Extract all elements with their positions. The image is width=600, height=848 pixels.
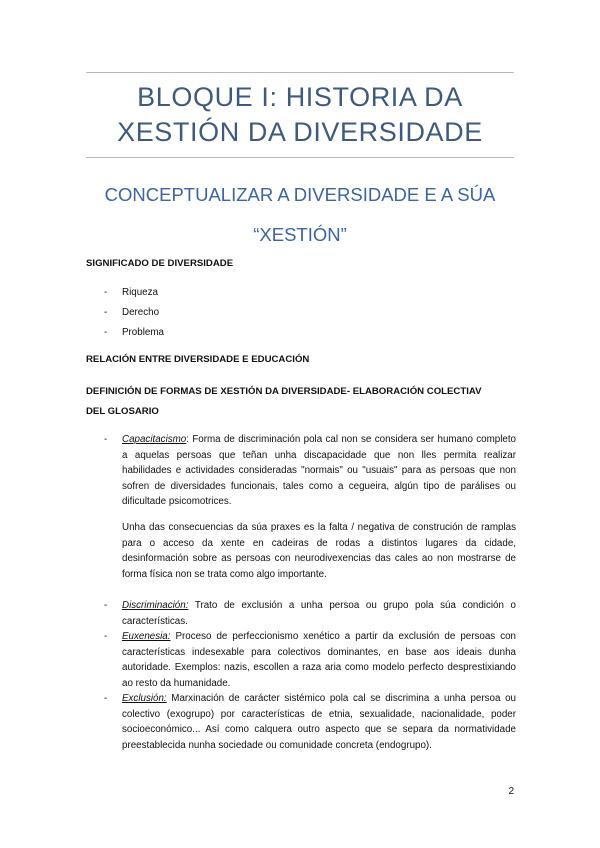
heading-definicion-line-2: DEL GLOSARIO	[86, 406, 159, 417]
bullet-dash: -	[104, 287, 108, 298]
term-separator: :	[186, 434, 189, 445]
subtitle-line-2: “XESTIÓN”	[253, 224, 347, 245]
list-item-label: Derecho	[122, 307, 160, 318]
title-bottom-rule	[86, 157, 514, 158]
glossary-definition: Marxinación de carácter sistémico pola cal se discrimina a unha persoa ou colectivo (exogrupo) por características de etnia, sexualidade, nacionalidade, poder socioeconómico... Así como calquera outro aspecto que se separa da normatividade preestablecida nunha sociedade ou comunidade concreta (endogrupo).	[122, 693, 516, 751]
glossary-entry-euxenesia	[104, 629, 516, 691]
top-rule	[86, 72, 514, 73]
heading-definicion	[86, 382, 516, 422]
glossary-term: Euxenesia:	[122, 631, 171, 642]
bullet-dash: -	[104, 327, 108, 338]
glossary-term: Capacitacismo	[122, 434, 187, 445]
glossary-definition: Proceso de perfeccionismo xenético a partir da exclusión de persoas con características indesexable para colectivos dominantes, en base aos ideais dunha autoridade. Exemplos: nazis, escollen a raza aria como modelo perfecto desprestixiando ao resto da humanidade.	[122, 631, 516, 689]
glossary-definition: Forma de discriminación pola cal non se considera ser humano completo a aquelas persoas que teñan unha discapacidade que non lles permita realizar habilidades e actividades consideradas "normais" ou "usuais" para as persoas que non sofren de diversidades funcionais, tales como a cegueira, algún tipo de parálises ou dificultade psicomotrices.	[122, 434, 516, 507]
page-number: 2	[508, 786, 514, 797]
bullet-dash: -	[104, 631, 108, 642]
list-item-label: Problema	[122, 327, 164, 338]
glossary-definition: Trato de exclusión a unha persoa ou grupo pola súa condición o características.	[122, 600, 516, 627]
heading-relacion: RELACIÓN ENTRE DIVERSIDADE E EDUCACIÓN	[86, 354, 310, 365]
subtitle-line-1: CONCEPTUALIZAR A DIVERSIDADE E A SÚA	[104, 184, 496, 205]
bullet-dash: -	[104, 307, 108, 318]
list-item-label: Riqueza	[122, 287, 158, 298]
title-line-1: BLOQUE I: HISTORIA DA	[137, 82, 463, 112]
glossary-entry-discriminacion	[104, 598, 516, 629]
glossary-entry-exclusion	[104, 691, 516, 753]
list-item	[104, 306, 159, 320]
section-subtitle	[86, 175, 514, 255]
glossary-extra-paragraph: Unha das consecuencias da súa praxes es la falta / negativa de construción de ramplas para o acceso da xente en cadeiras de rodas a distintos lugares da cidade, desinformación sobre as persoas con neurodivexencias das cales ao non mostrarse de forma física non se trata como algo importante.	[122, 522, 516, 580]
glossary-term: Discriminación:	[122, 600, 189, 611]
title-line-2: XESTIÓN DA DIVERSIDADE	[117, 117, 483, 147]
bullet-dash: -	[104, 693, 108, 704]
glossary-term: Exclusión:	[122, 693, 167, 704]
glossary-entry-capacitacismo	[104, 432, 516, 510]
bullet-dash: -	[104, 600, 108, 611]
list-item	[104, 286, 158, 300]
page-title	[86, 80, 514, 150]
bullet-dash: -	[104, 434, 108, 445]
list-item	[104, 326, 164, 340]
heading-significado: SIGNIFICADO DE DIVERSIDADE	[86, 258, 234, 269]
heading-definicion-line-1: DEFINICIÓN DE FORMAS DE XESTIÓN DA DIVERSIDADE- ELABORACIÓN COLECTIAV	[86, 386, 482, 397]
